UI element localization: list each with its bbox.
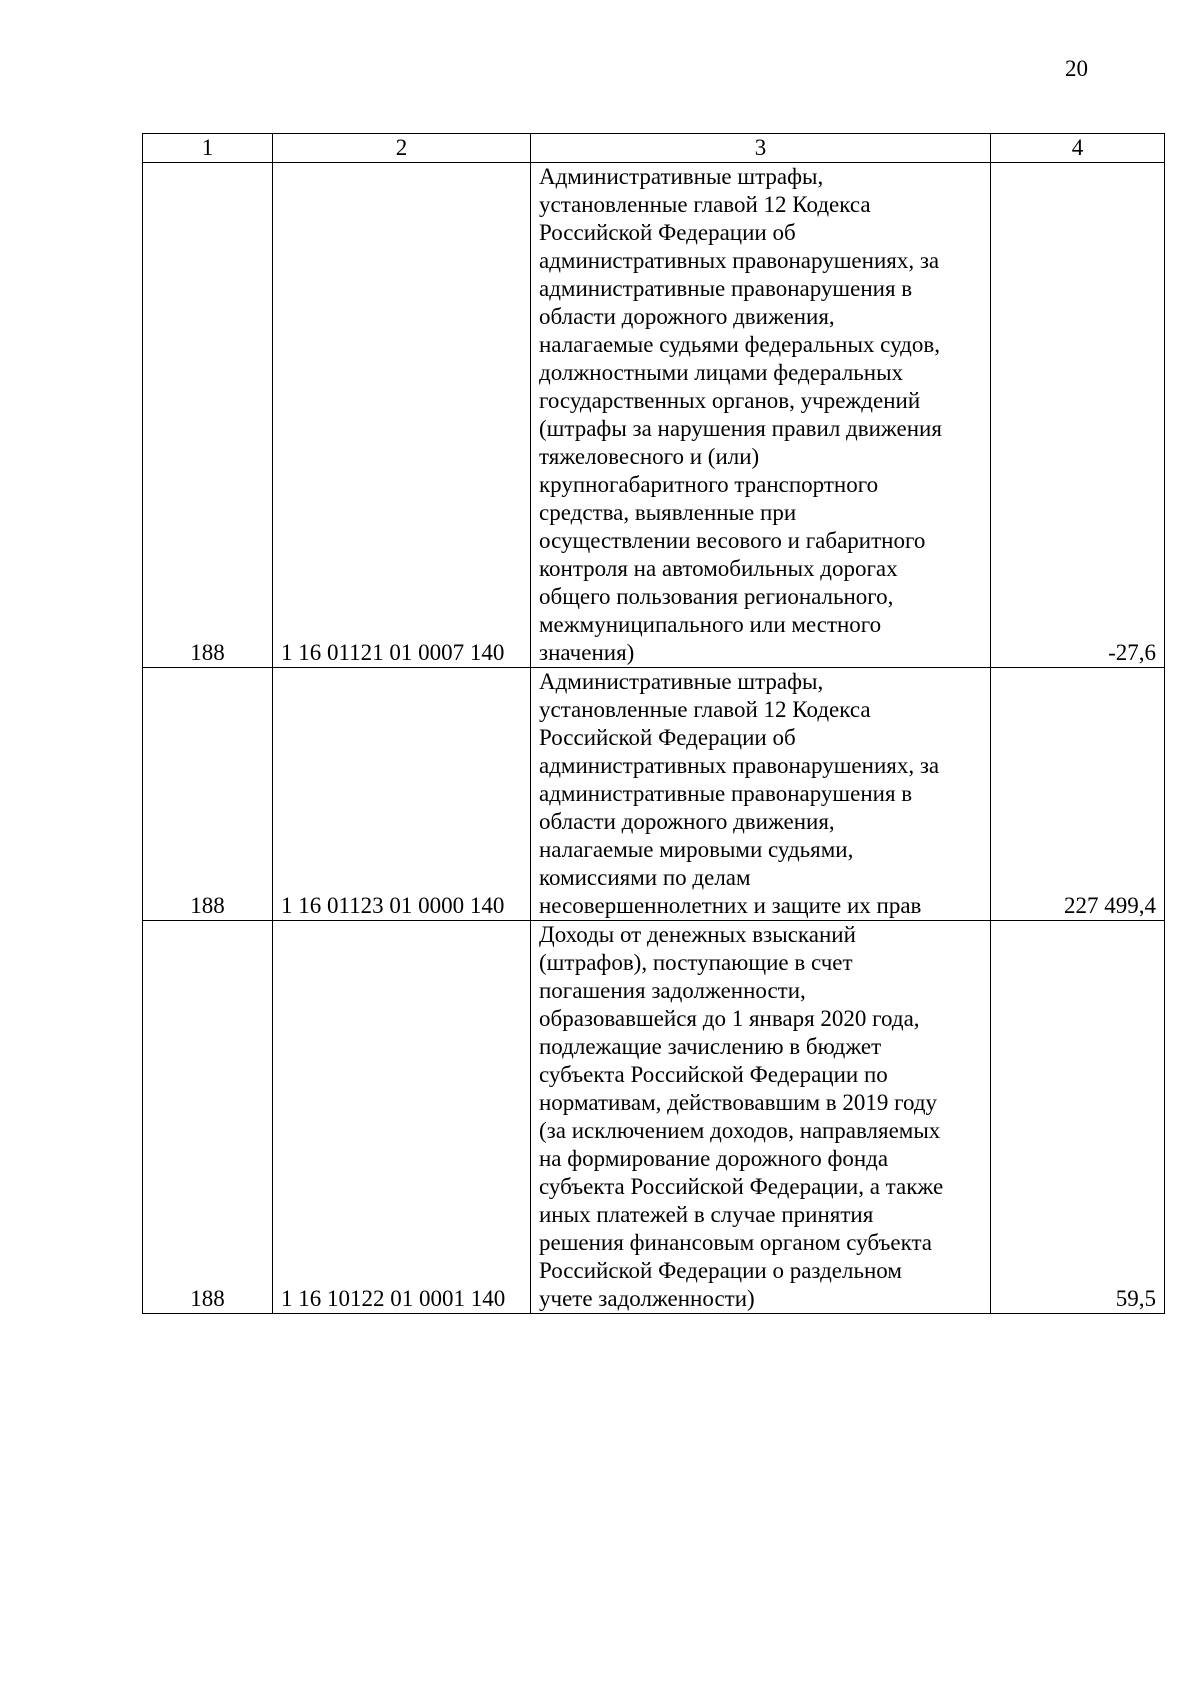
revenue-name-cell: Административные штрафы, установленные главой 12 Кодекса Российской Федерации об административных правонарушениях, за административные правонарушения в области дорожного движения, налагаемые мировыми судьями, комиссиями по делам несовершеннолетних и защите их прав: [531, 668, 991, 921]
amount-cell: -27,6: [991, 163, 1165, 668]
admin-code-cell: 188: [143, 921, 273, 1314]
admin-code-cell: 188: [143, 668, 273, 921]
table-row: [143, 668, 1165, 921]
revenue-name-cell: Административные штрафы, установленные главой 12 Кодекса Российской Федерации об административных правонарушениях, за административные правонарушения в области дорожного движения, налагаемые судьями федеральных судов, должностными лицами федеральных государственных органов, учреждений (штрафы за нарушения правил движения тяжеловесного и (или) крупногабаритного транспортного средства, выявленные при осуществлении весового и габаритного контроля на автомобильных дорогах общего пользования регионального, межмуниципального или местного значения): [531, 163, 991, 668]
revenue-table: [142, 133, 1165, 1314]
budget-code-cell: 1 16 01121 01 0007 140: [273, 163, 531, 668]
budget-code-cell: 1 16 01123 01 0000 140: [273, 668, 531, 921]
header-cell-4: 4: [991, 134, 1165, 163]
page-number: 20: [1065, 56, 1088, 81]
amount-cell: 227 499,4: [991, 668, 1165, 921]
amount-cell: 59,5: [991, 921, 1165, 1314]
table-row: [143, 921, 1165, 1314]
header-cell-3: 3: [531, 134, 991, 163]
header-cell-2: 2: [273, 134, 531, 163]
budget-code-cell: 1 16 10122 01 0001 140: [273, 921, 531, 1314]
header-cell-1: 1: [143, 134, 273, 163]
admin-code-cell: 188: [143, 163, 273, 668]
table-header-row: [143, 134, 1165, 163]
table-row: [143, 163, 1165, 668]
revenue-name-cell: Доходы от денежных взысканий (штрафов), поступающие в счет погашения задолженности, образовавшейся до 1 января 2020 года, подлежащие зачислению в бюджет субъекта Российской Федерации по нормативам, действовавшим в 2019 году (за исключением доходов, направляемых на формирование дорожного фонда субъекта Российской Федерации, а также иных платежей в случае принятия решения финансовым органом субъекта Российской Федерации о раздельном учете задолженности): [531, 921, 991, 1314]
